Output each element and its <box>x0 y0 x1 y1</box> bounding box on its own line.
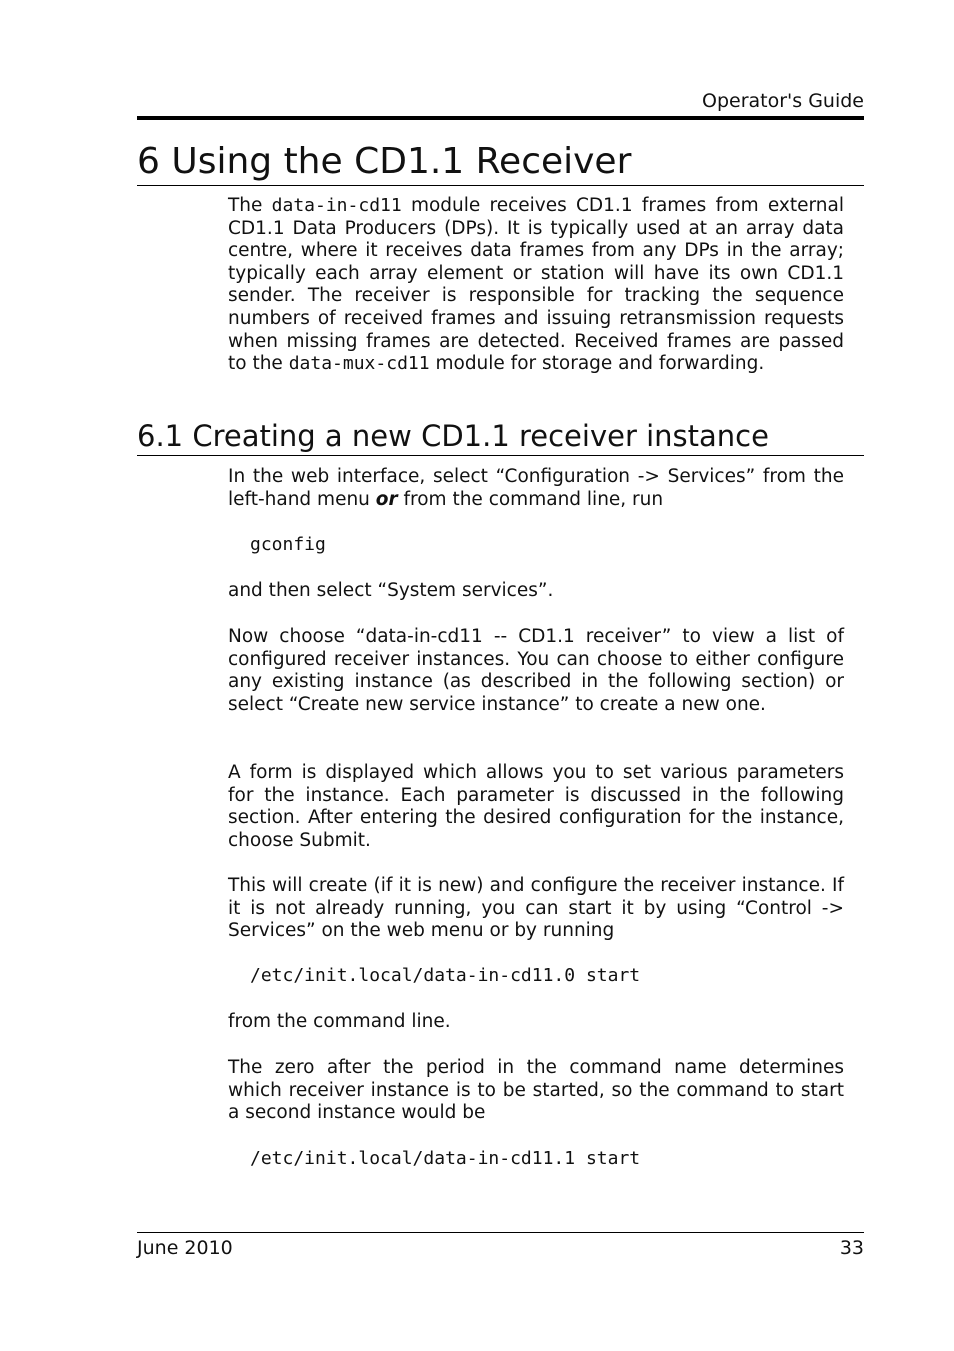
footer-date: June 2010 <box>137 1237 233 1259</box>
paragraph-command-line: from the command line. <box>228 1011 451 1032</box>
intro-text-2: module receives CD1.1 frames from external CD1.1 Data Producers (DPs). It is typically used at an array data centre, where it receives data frames from any DPs in the array; typically each array element or station will have its own CD1.1 sender. The receiver is responsible for tracking the sequence numbers of received frames and issuing retransmission requests when missing frames are detected. Received frames are passed to the <box>228 195 844 375</box>
code-start-instance-0: /etc/init.local/data-in-cd11.0 start <box>250 965 641 986</box>
footer-rule <box>137 1232 864 1233</box>
p1-text-2: from the command line, run <box>397 488 664 510</box>
paragraph-select-configuration <box>228 466 844 511</box>
intro-text-3: module for storage and forwarding. <box>429 353 765 375</box>
paragraph-choose-receiver: Now choose “data-in-cd11 -- CD1.1 receiver” to view a list of configured receiver instances. You can choose to either configure any existing instance (as described in the following section) or select “Create new service instance” to create a new one. <box>228 626 844 715</box>
p1-text-1: In the web interface, select “Configuration -> Services” from the left-hand menu <box>228 466 844 510</box>
page-number: 33 <box>839 1237 864 1259</box>
chapter-title: 6 Using the CD1.1 Receiver <box>137 140 864 186</box>
running-header: Operator's Guide <box>701 90 864 112</box>
module-name-data-mux-cd11: data-mux-cd11 <box>288 353 430 375</box>
paragraph-create-configure: This will create (if it is new) and configure the receiver instance. If it is not already running, you can start it by using “Control -> Services” on the web menu or by running <box>228 875 844 942</box>
paragraph-zero-after-period: The zero after the period in the command name determines which receiver instance is to be started, so the command to start a second instance would be <box>228 1057 844 1124</box>
code-start-instance-1: /etc/init.local/data-in-cd11.1 start <box>250 1148 641 1169</box>
paragraph-system-services: and then select “System services”. <box>228 580 554 601</box>
module-name-data-in-cd11: data-in-cd11 <box>271 195 402 216</box>
chapter-intro-paragraph <box>228 195 844 376</box>
header-rule <box>137 116 864 120</box>
intro-text-1: The <box>228 195 272 216</box>
paragraph-form-displayed: A form is displayed which allows you to set various parameters for the instance. Each parameter is discussed in the following section. After entering the desired configuration for the instance, choose Submit. <box>228 762 844 851</box>
p1-emphasis-or: or <box>375 488 398 510</box>
code-gconfig: gconfig <box>250 534 326 555</box>
section-title: 6.1 Creating a new CD1.1 receiver instance <box>137 418 864 456</box>
